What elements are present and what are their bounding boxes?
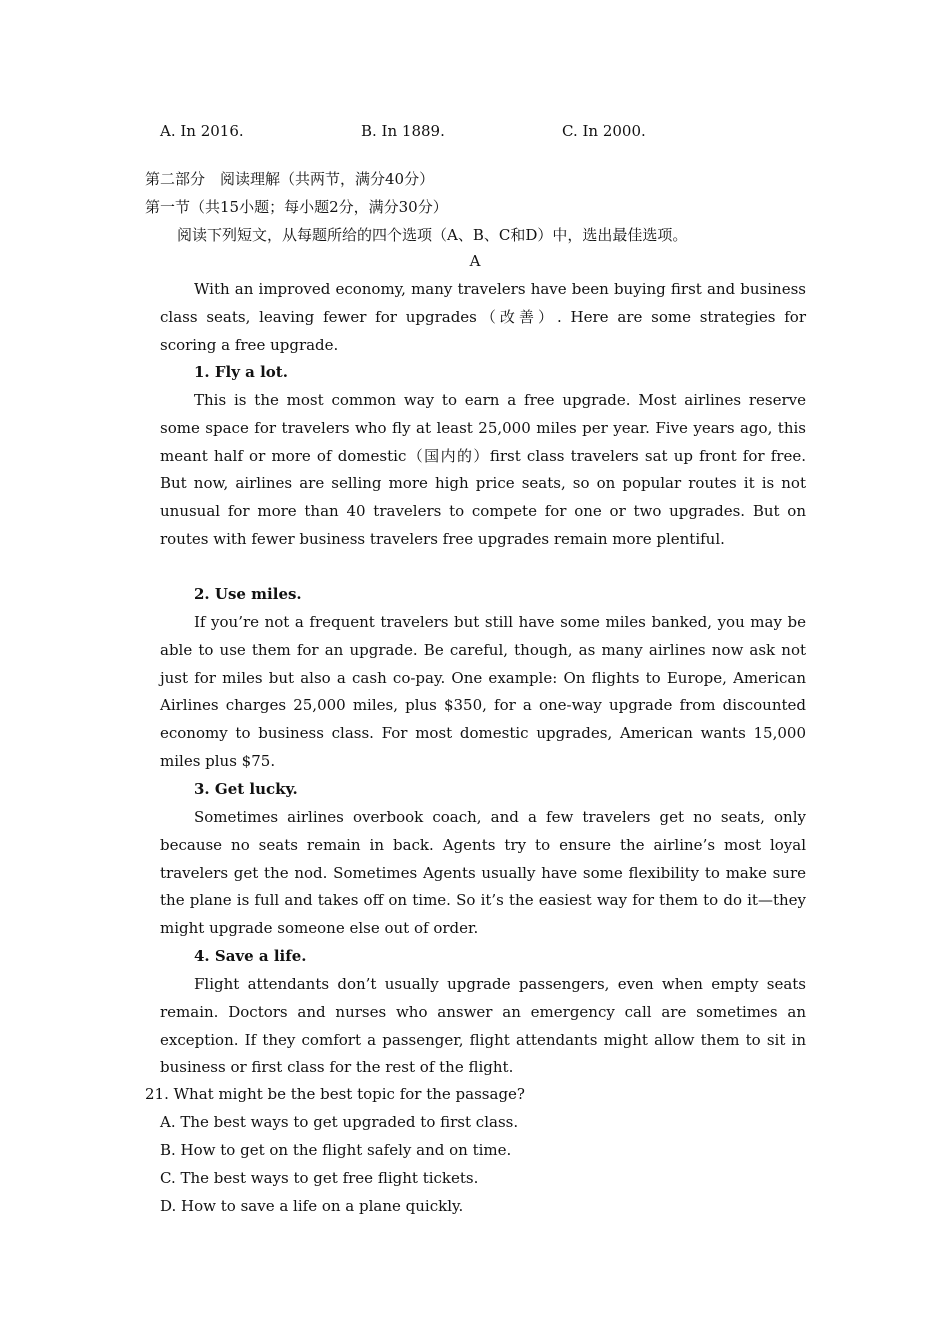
- instructions: 阅读下列短文，从每题所给的四个选项（A、B、C和D）中，选出最佳选项。: [177, 226, 688, 244]
- tip-paragraph-1: [160, 387, 806, 554]
- tip-heading-4: 4. Save a life.: [194, 947, 307, 965]
- section-heading: 第一节（共15小题；每小题2分，满分30分）: [145, 198, 448, 216]
- answer-option-a: A. The best ways to get upgraded to first class.: [160, 1113, 519, 1131]
- tip-text-1: This is the most common way to earn a free upgrade. Most airlines reserve some space for travelers who fly at least 25,000 miles per year. Five years ago, this meant half or more of domestic（国内的）first class travelers sat up front for free. But now, airlines are selling more high price seats, so on popular routes it is not unusual for more than 40 travelers to compete for one or two upgrades. But on routes with fewer business travelers free upgrades remain more plentiful.: [160, 391, 806, 548]
- tip-text-3: Sometimes airlines overbook coach, and a few travelers get no seats, only because no seats remain in back. Agents try to ensure the airline’s most loyal travelers get the nod. Sometimes Agents usually have some flexibility to make sure the plane is full and takes off on time. So it’s the easiest way for them to do it—they might upgrade someone else out of order.: [160, 808, 806, 938]
- answer-option-b: B. How to get on the flight safely and on time.: [160, 1141, 512, 1159]
- answer-option-d: D. How to save a life on a plane quickly.: [160, 1197, 464, 1215]
- tip-heading-2: 2. Use miles.: [194, 585, 302, 603]
- tip-heading-1: 1. Fly a lot.: [194, 363, 288, 381]
- passage-intro: [160, 276, 806, 359]
- tip-heading-3: 3. Get lucky.: [194, 780, 298, 798]
- tip-paragraph-3: [160, 804, 806, 943]
- tip-text-2: If you’re not a frequent travelers but still have some miles banked, you may be able to use them for an upgrade. Be careful, though, as many airlines now ask not just for miles but also a cash co-pay. One example: On flights to Europe, American Airlines charges 25,000 miles, plus $350, for a one-way upgrade from discounted economy to business class. For most domestic upgrades, American wants 15,000 miles plus $75.: [160, 613, 806, 770]
- part-heading: 第二部分 阅读理解（共两节，满分40分）: [145, 170, 435, 188]
- passage-label: A: [469, 252, 481, 270]
- prev-option-c: C. In 2000.: [562, 122, 646, 140]
- tip-paragraph-4: [160, 971, 806, 1082]
- tip-text-4: Flight attendants don’t usually upgrade passengers, even when empty seats remain. Doctors and nurses who answer an emergency call are sometimes an exception. If they comfort a passenger, flight attendants might allow them to sit in business or first class for the rest of the flight.: [160, 975, 806, 1077]
- prev-option-b: B. In 1889.: [361, 122, 445, 140]
- passage-intro-text: With an improved economy, many travelers have been buying first and business class seats, leaving fewer for upgrades（改善）. Here are some strategies for scoring a free upgrade.: [160, 280, 806, 354]
- question-stem: 21. What might be the best topic for the passage?: [145, 1085, 525, 1103]
- answer-option-c: C. The best ways to get free flight tickets.: [160, 1169, 479, 1187]
- tip-paragraph-2: [160, 609, 806, 776]
- prev-option-a: A. In 2016.: [160, 122, 244, 140]
